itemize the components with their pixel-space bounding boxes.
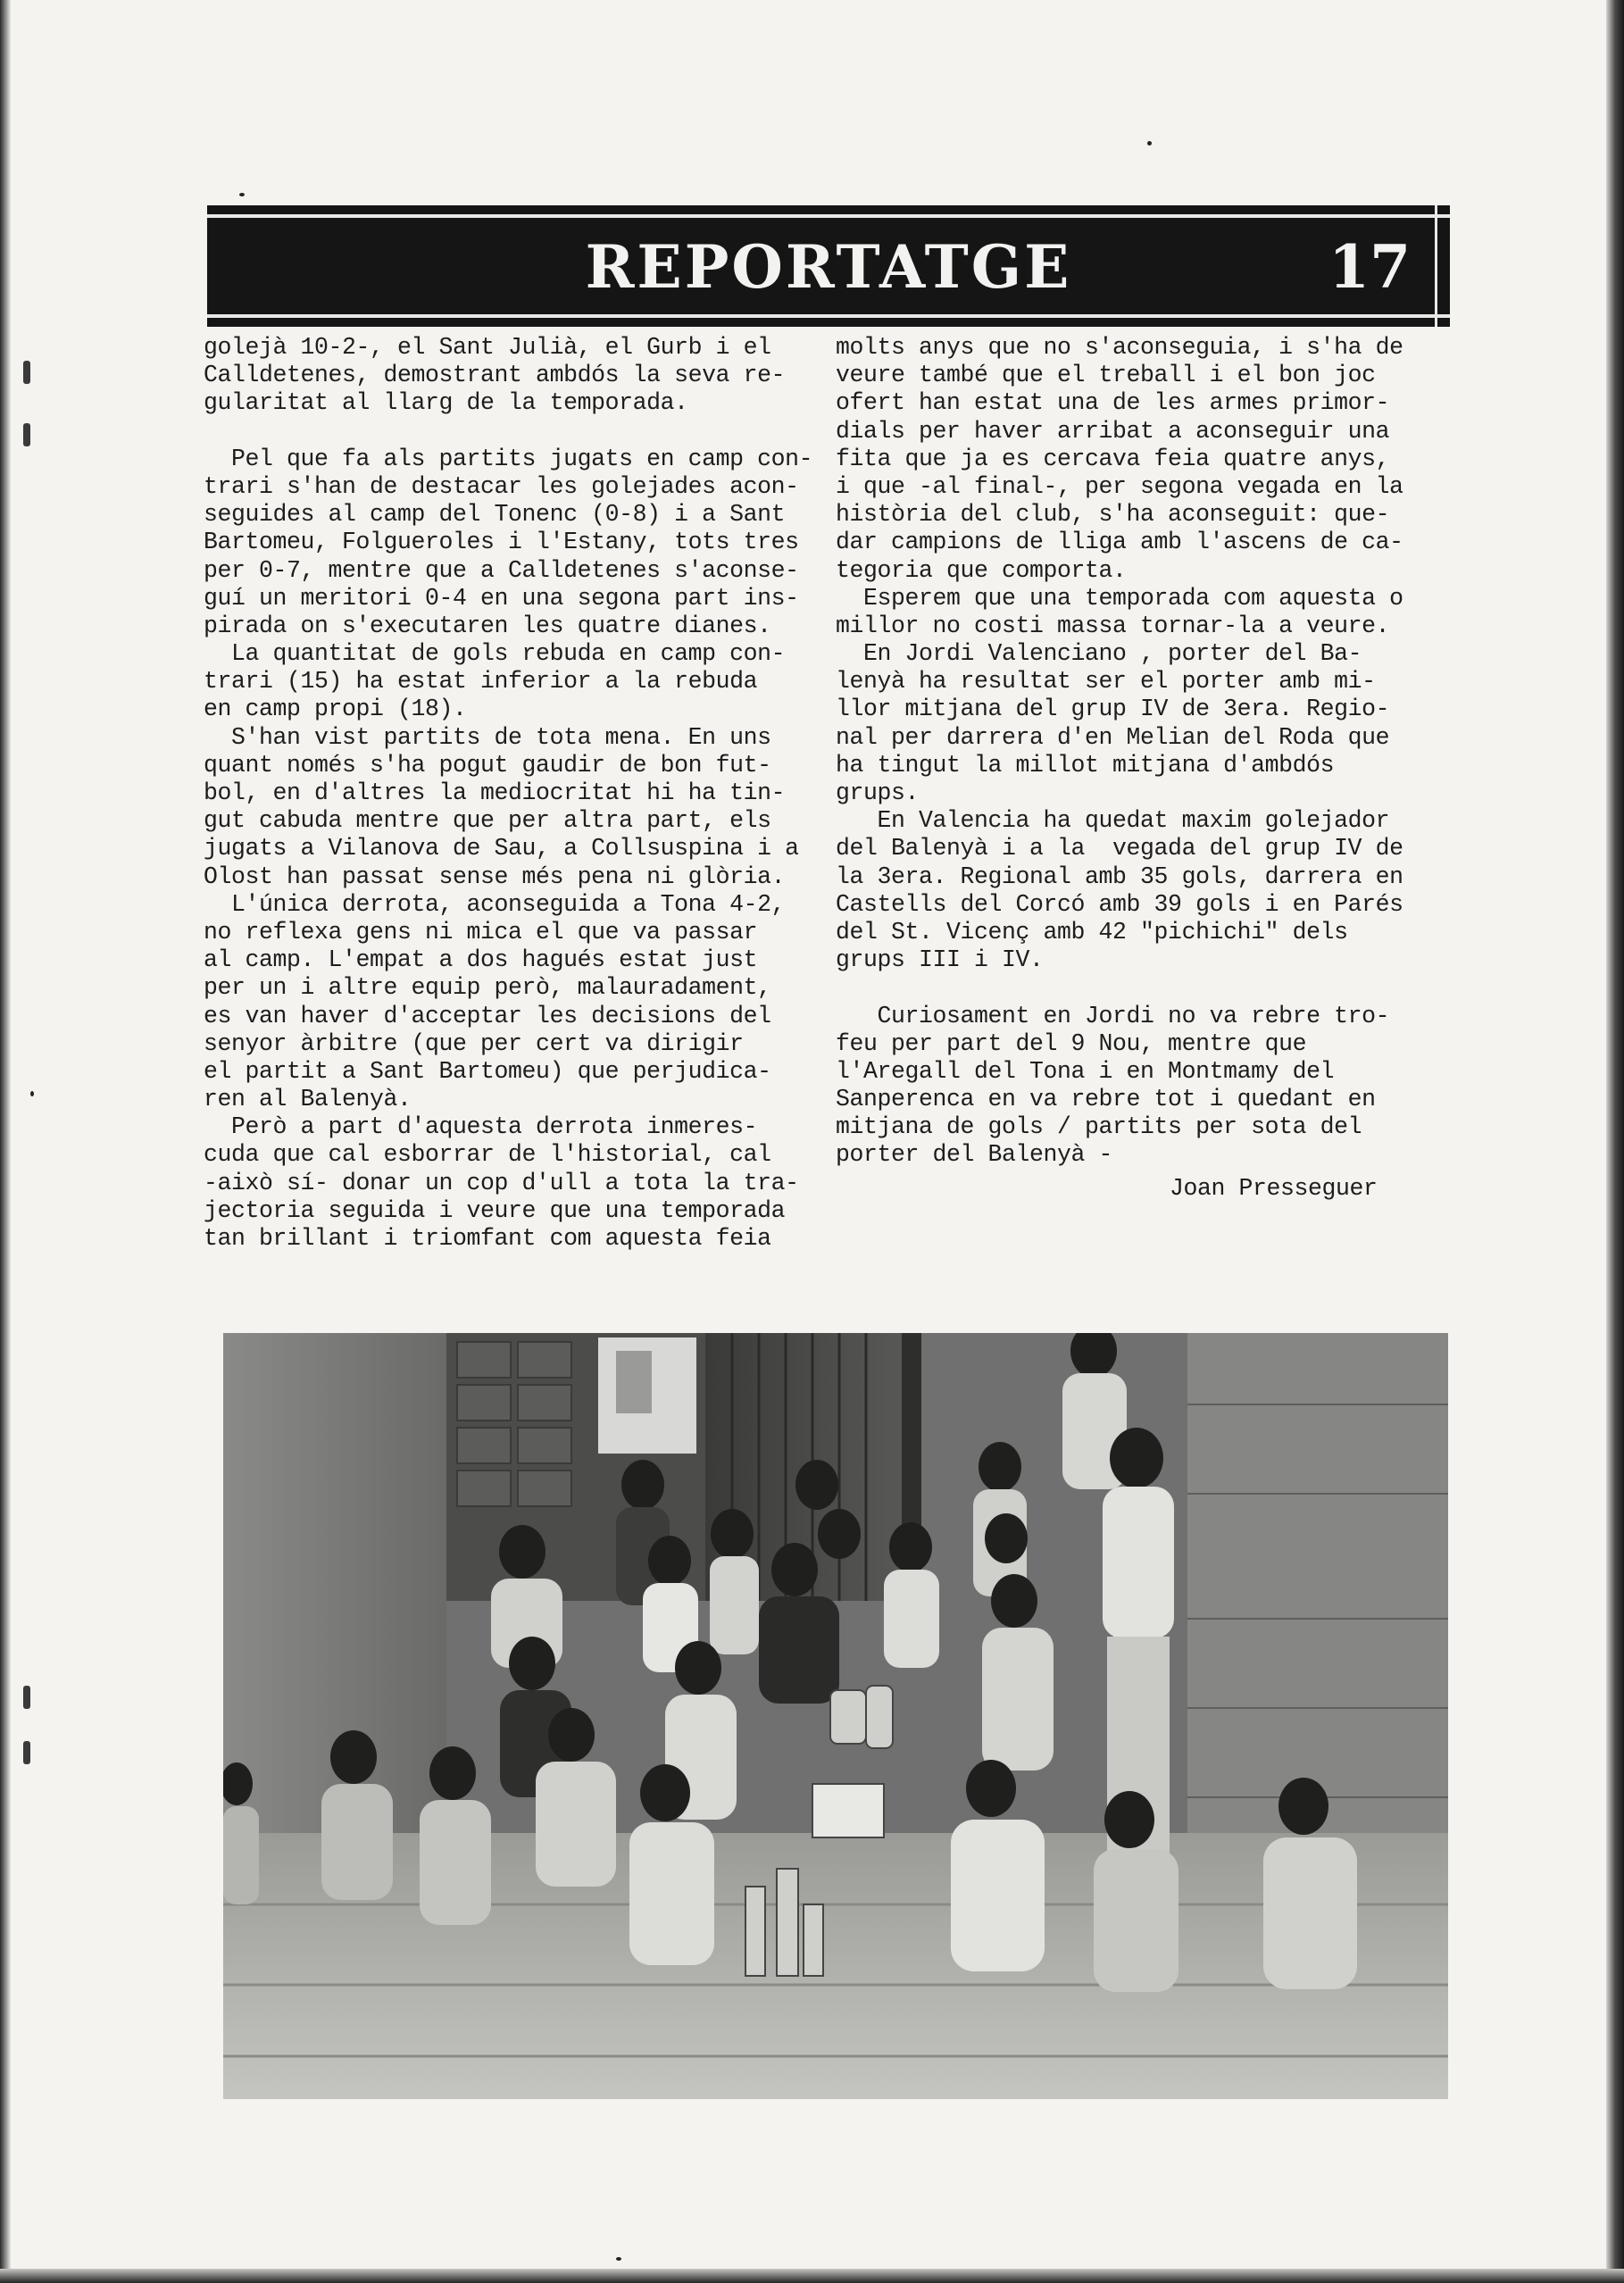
article-line: història del club, s'ha aconseguit: que- bbox=[836, 501, 1390, 529]
article-line: En Jordi Valenciano , porter del Ba- bbox=[836, 640, 1362, 668]
article-line: senyor àrbitre (que per cert va dirigir bbox=[204, 1029, 744, 1057]
article-line: veure també que el treball i el bon joc bbox=[836, 362, 1376, 389]
article-line: es van haver d'acceptar les decisions del bbox=[204, 1002, 771, 1029]
print-speck bbox=[30, 1091, 34, 1096]
print-speck bbox=[616, 2257, 621, 2261]
article-line: -això sí- donar un cop d'ull a tota la tra- bbox=[204, 1169, 799, 1196]
binding-mark bbox=[23, 361, 30, 384]
article-line: guí un meritori 0-4 en una segona part ins- bbox=[204, 584, 799, 612]
article-line: al camp. L'empat a dos hagués estat just bbox=[204, 946, 758, 974]
article-line: nal per darrera d'en Melian del Roda que bbox=[836, 723, 1390, 751]
page-edge-left bbox=[0, 0, 11, 2283]
article-line: jectoria seguida i veure que una temporada bbox=[204, 1196, 786, 1224]
binding-mark bbox=[23, 423, 30, 446]
article-line: Calldetenes, demostrant ambdós la seva re- bbox=[204, 362, 786, 389]
article-line: ren al Balenyà. bbox=[204, 1086, 412, 1113]
article-line: del St. Vicenç amb 42 "pichichi" dels bbox=[836, 918, 1348, 946]
team-photo-icon bbox=[223, 1333, 1448, 2099]
article-line: seguides al camp del Tonenc (0-8) i a Sant bbox=[204, 501, 786, 529]
print-speck bbox=[1147, 141, 1152, 146]
article-line: molts anys que no s'aconseguia, i s'ha de bbox=[836, 334, 1403, 361]
article-line: tegoria que comporta. bbox=[836, 556, 1127, 584]
article-line: Però a part d'aquesta derrota inmeres- bbox=[204, 1113, 758, 1141]
article-line: no reflexa gens ni mica el que va passar bbox=[204, 918, 758, 946]
article-column-right bbox=[836, 334, 1461, 1203]
article-line: Pel que fa als partits jugats en camp con- bbox=[204, 445, 813, 472]
article-line: trari s'han de destacar les golejades acon- bbox=[204, 472, 799, 500]
article-line: S'han vist partits de tota mena. En uns bbox=[204, 723, 771, 751]
article-line: jugats a Vilanova de Sau, a Collsuspina i a bbox=[204, 835, 799, 862]
article-line: En Valencia ha quedat maxim golejador bbox=[836, 807, 1390, 835]
article-line: lenyà ha resultat ser el porter amb mi- bbox=[836, 668, 1376, 696]
page-number: 17 bbox=[1328, 232, 1411, 302]
binding-mark bbox=[23, 1686, 30, 1709]
article-line: gularitat al llarg de la temporada. bbox=[204, 389, 688, 417]
article-line: dar campions de lliga amb l'ascens de ca- bbox=[836, 529, 1403, 556]
article-line: tan brillant i triomfant com aquesta feia bbox=[204, 1225, 771, 1252]
binding-mark bbox=[23, 1741, 30, 1764]
article-line: fita que ja es cercava feia quatre anys, bbox=[836, 445, 1390, 472]
section-title: REPORTATGE bbox=[585, 232, 1072, 302]
article-line: grups III i IV. bbox=[836, 946, 1044, 974]
article-line: grups. bbox=[836, 779, 920, 806]
article-line: La quantitat de gols rebuda en camp con- bbox=[204, 640, 786, 668]
article-line: la 3era. Regional amb 35 gols, darrera en bbox=[836, 862, 1403, 890]
article-line: Olost han passat sense més pena ni glòria. bbox=[204, 862, 786, 890]
article-line: Sanperenca en va rebre tot i quedant en bbox=[836, 1086, 1376, 1113]
article-line: Castells del Corcó amb 39 gols i en Parés bbox=[836, 890, 1403, 918]
article-line: porter del Balenyà - bbox=[836, 1141, 1113, 1169]
print-speck bbox=[239, 193, 245, 196]
article-line: i que -al final-, per segona vegada en la bbox=[836, 472, 1403, 500]
article-line: bol, en d'altres la mediocritat hi ha tin- bbox=[204, 779, 786, 806]
section-header bbox=[207, 205, 1450, 327]
article-line: L'única derrota, aconseguida a Tona 4-2, bbox=[204, 890, 786, 918]
article-line: per 0-7, mentre que a Calldetenes s'aconse- bbox=[204, 556, 799, 584]
article-line: llor mitjana del grup IV de 3era. Regio- bbox=[836, 696, 1390, 723]
article-line: ha tingut la millot mitjana d'ambdós bbox=[836, 751, 1335, 779]
article-line: del Balenyà i a la vegada del grup IV de bbox=[836, 835, 1403, 862]
article-line: pirada on s'executaren les quatre dianes. bbox=[204, 612, 771, 639]
article-column-left bbox=[204, 334, 829, 1253]
article-line: cuda que cal esborrar de l'historial, cal bbox=[204, 1141, 771, 1169]
article-line: per un i altre equip però, malauradament, bbox=[204, 974, 771, 1002]
article-line bbox=[836, 974, 1461, 1002]
article-line: mitjana de gols / partits per sota del bbox=[836, 1113, 1362, 1141]
article-line: l'Aregall del Tona i en Montmamy del bbox=[836, 1057, 1335, 1085]
article-line: en camp propi (18). bbox=[204, 696, 467, 723]
article-line bbox=[204, 418, 829, 446]
article-line: Curiosament en Jordi no va rebre tro- bbox=[836, 1002, 1390, 1029]
article-line: Bartomeu, Folgueroles i l'Estany, tots tres bbox=[204, 529, 799, 556]
page-edge-bottom bbox=[0, 2269, 1624, 2283]
article-line: gut cabuda mentre que per altra part, els bbox=[204, 807, 771, 835]
article-line: el partit a Sant Bartomeu) que perjudica- bbox=[204, 1057, 771, 1085]
article-line: ofert han estat una de les armes primor- bbox=[836, 389, 1390, 417]
article-line: golejà 10-2-, el Sant Julià, el Gurb i el bbox=[204, 334, 771, 361]
article-line: millor no costi massa tornar-la a veure. bbox=[836, 612, 1390, 639]
article-line: trari (15) ha estat inferior a la rebuda bbox=[204, 668, 758, 696]
author-signature: Joan Presseguer bbox=[1170, 1174, 1378, 1202]
article-line: dials per haver arribat a aconseguir una bbox=[836, 417, 1390, 445]
article-line: quant només s'ha pogut gaudir de bon fut- bbox=[204, 751, 771, 779]
article-line: feu per part del 9 Nou, mentre que bbox=[836, 1029, 1307, 1057]
article-line: Esperem que una temporada com aquesta o bbox=[836, 584, 1403, 612]
page-edge-right bbox=[1606, 0, 1624, 2283]
